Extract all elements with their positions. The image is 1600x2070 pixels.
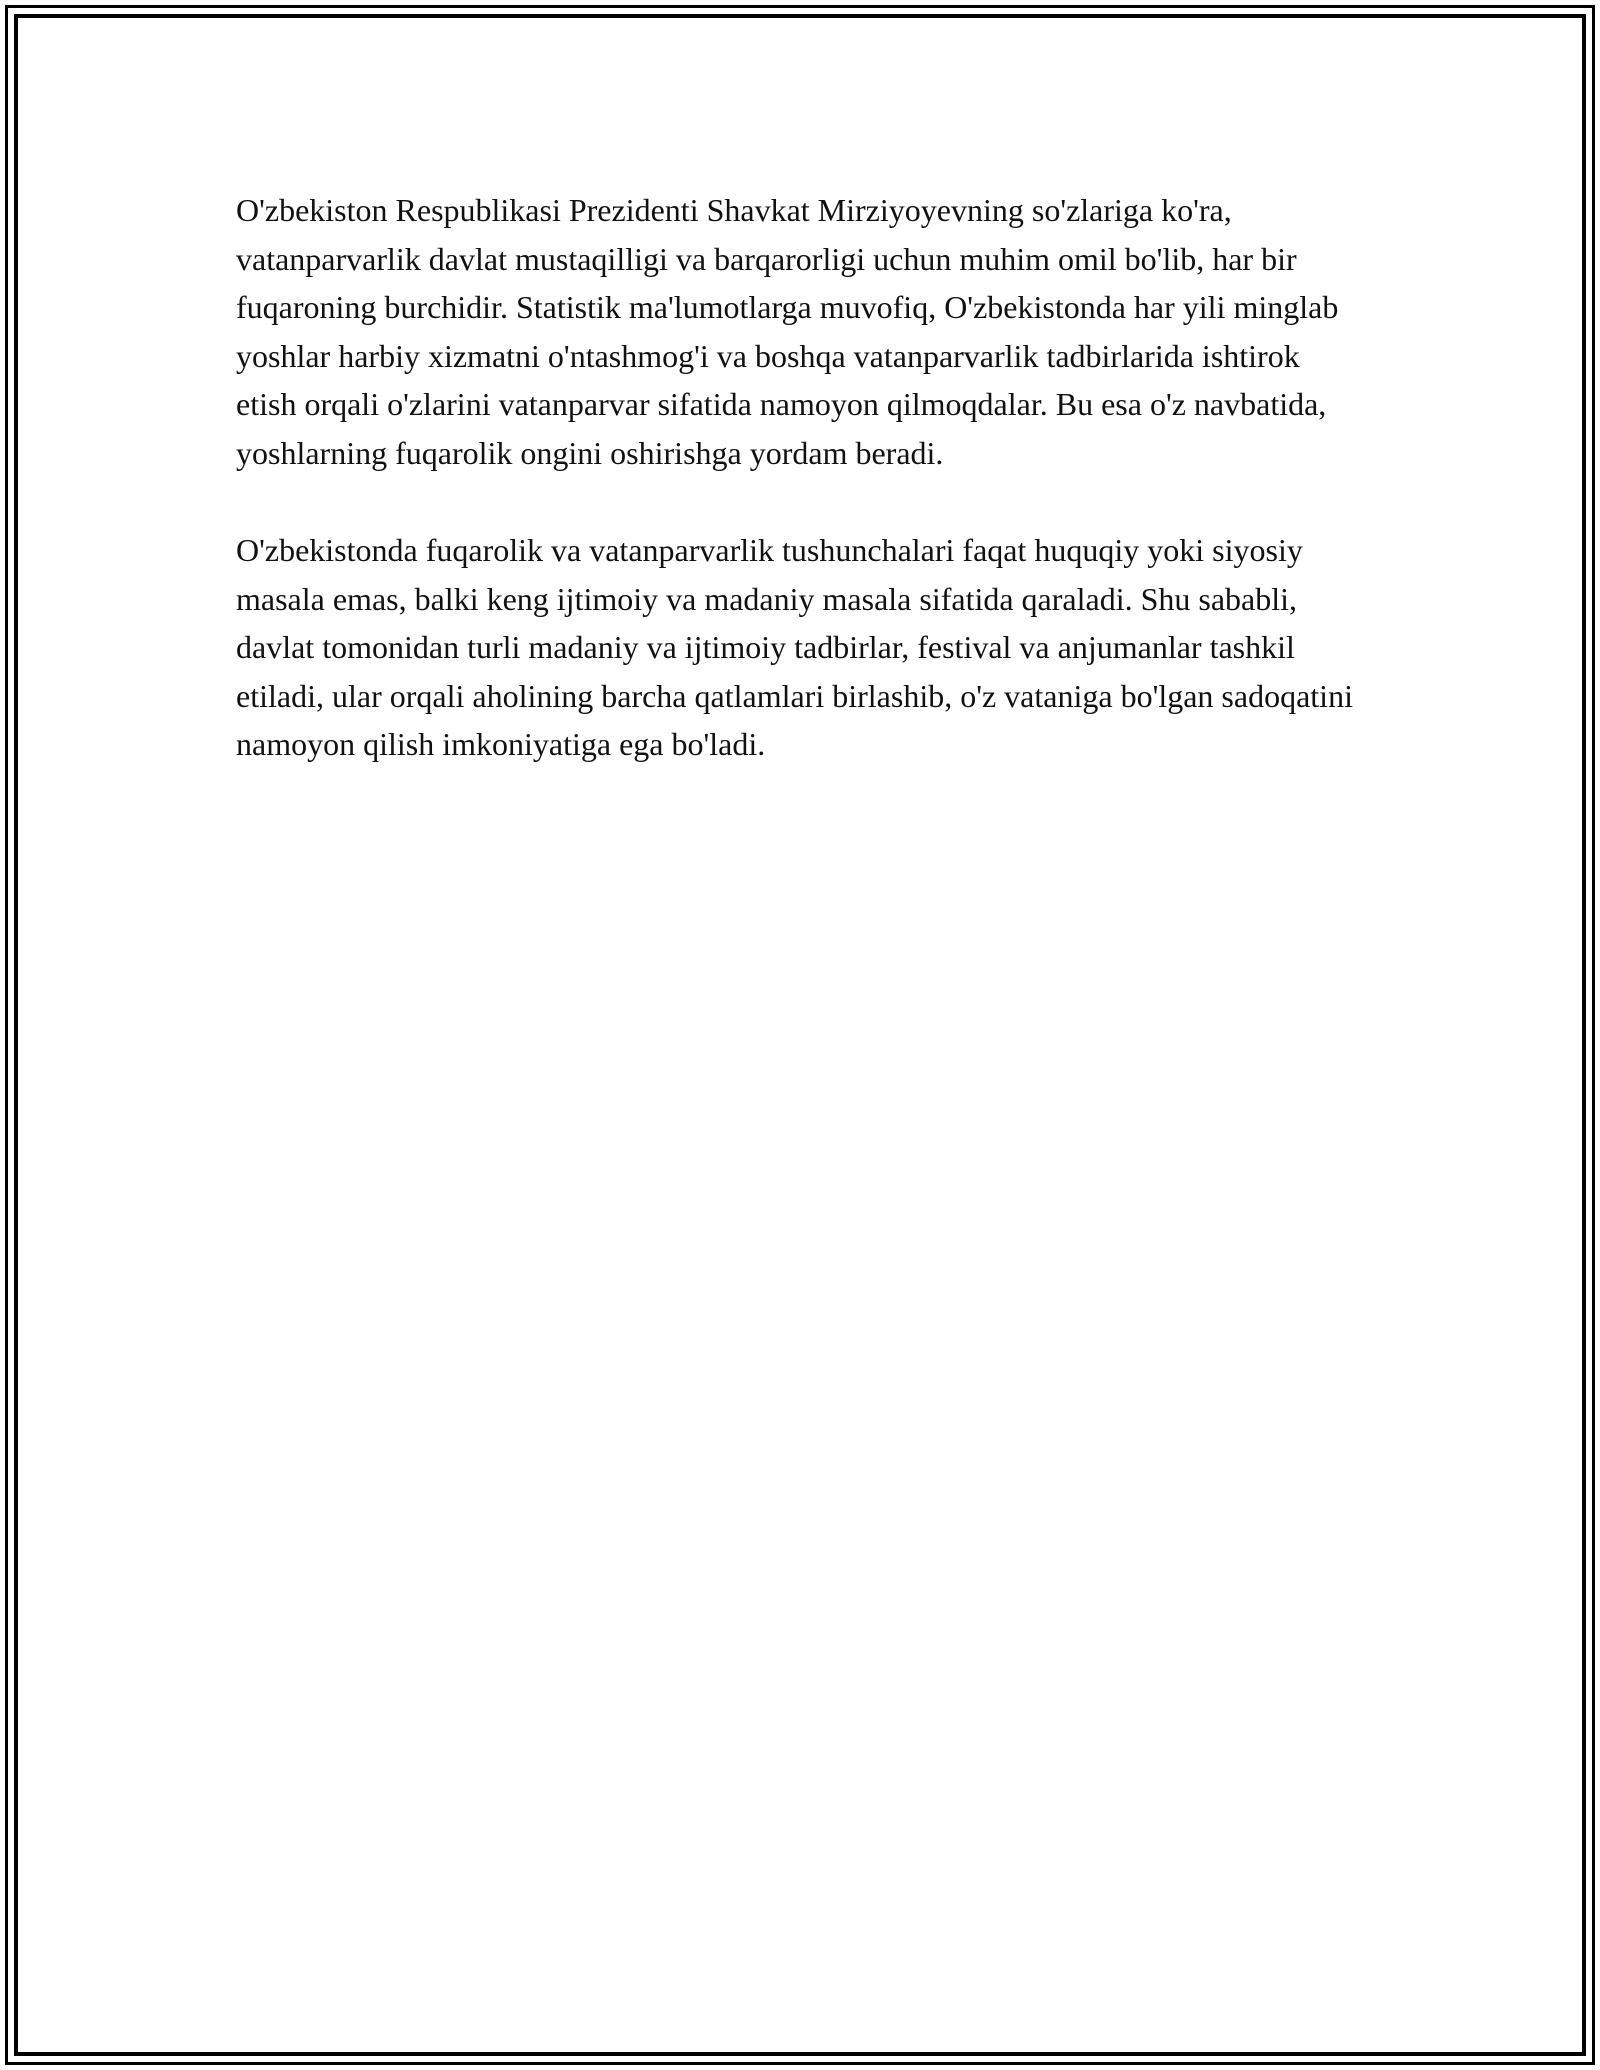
paragraph-1: O'zbekiston Respublikasi Prezidenti Shavkat Mirziyoyevning so'zlariga ko'ra, vatanparvarlik davlat mustaqilligi va barqarorligi uchun muhim omil bo'lib, har bir fuqaroning burchidir. Statistik ma'lumotlarga muvofiq, O'zbekistonda har yili minglab yoshlar harbiy xizmatni o'ntashmog'i va boshqa vatanparvarlik tadbirlarida ishtirok etish orqali o'zlarini vatanparvar sifatida namoyon qilmoqdalar. Bu esa o'z navbatida, yoshlarning fuqarolik ongini oshirishga yordam beradi. (236, 192, 1339, 471)
paragraph-2: O'zbekistonda fuqarolik va vatanparvarlik tushunchalari faqat huquqiy yoki siyosiy masala emas, balki keng ijtimoiy va madaniy masala sifatida qaraladi. Shu sababli, davlat tomonidan turli madaniy va ijtimoiy tadbirlar, festival va anjumanlar tashkil etiladi, ular orqali aholining barcha qatlamlari birlashib, o'z vataniga bo'lgan sadoqatini namoyon qilish imkoniyatiga ega bo'ladi. (236, 532, 1353, 762)
document-body (236, 186, 1364, 818)
